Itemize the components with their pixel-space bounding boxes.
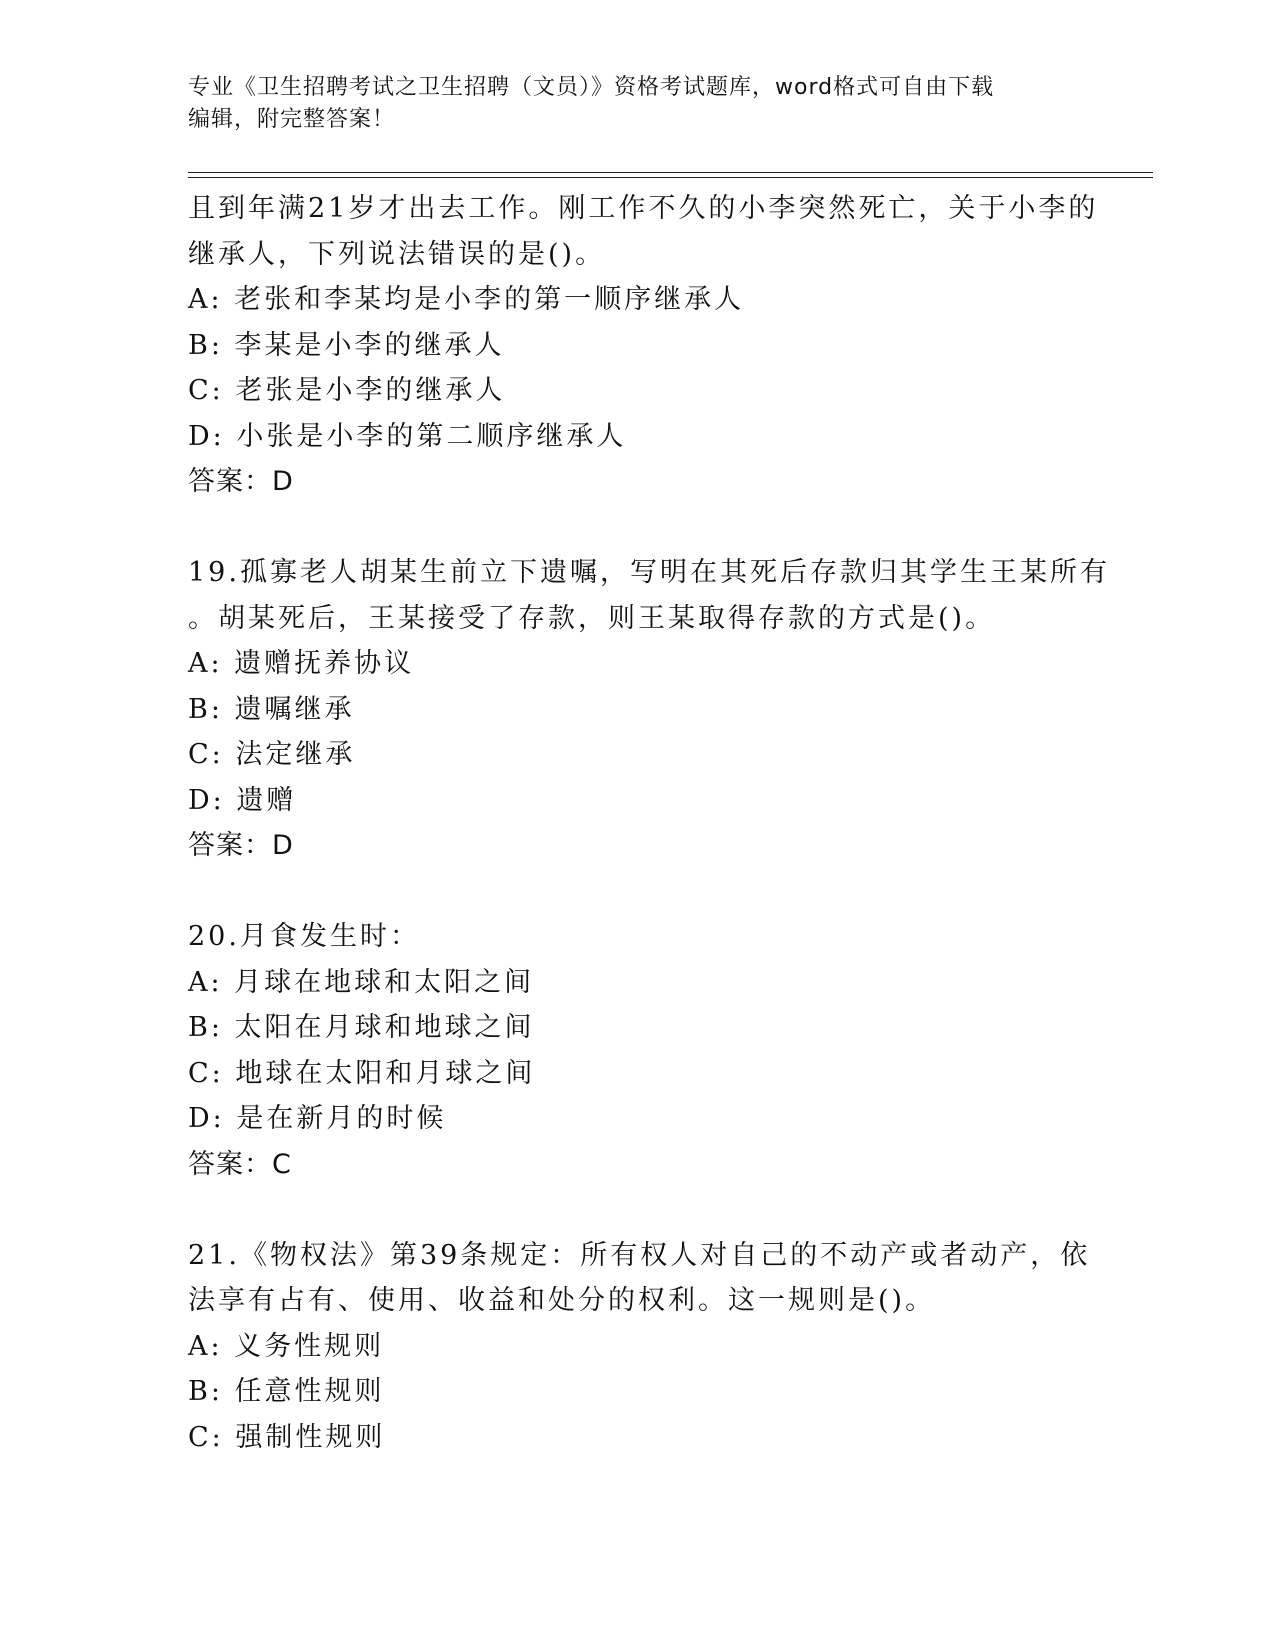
- document-header: [188, 72, 1068, 136]
- header-line-2: 编辑，附完整答案！: [188, 107, 396, 132]
- option-a: A: 遗赠抚养协议: [188, 648, 415, 679]
- option-c: C: 强制性规则: [188, 1421, 386, 1453]
- question-20: [188, 914, 1088, 1187]
- header-line-1: 专业《卫生招聘考试之卫生招聘（文员）》资格考试题库，word格式可自由下载: [188, 75, 995, 100]
- answer-line: 答案：C: [188, 1148, 292, 1180]
- option-c: C: 法定继承: [188, 739, 356, 770]
- option-b: B: 李某是小李的继承人: [188, 329, 505, 361]
- option-a: A: 老张和李某均是小李的第一顺序继承人: [188, 284, 745, 315]
- spacer: [188, 505, 1088, 551]
- spacer: [188, 1187, 1088, 1233]
- option-d: D: 小张是小李的第二顺序继承人: [188, 420, 627, 452]
- spacer: [188, 869, 1088, 915]
- question-stem-line: 继承人，下列说法错误的是()。: [188, 238, 606, 270]
- header-divider-top: [188, 172, 1153, 173]
- answer-line: 答案：D: [188, 830, 294, 861]
- answer-line: 答案：D: [188, 466, 294, 497]
- option-c: C: 老张是小李的继承人: [188, 375, 506, 406]
- question-stem-line: 且到年满21岁才出去工作。刚工作不久的小李突然死亡，关于小李的: [188, 193, 1099, 224]
- question-list: [188, 186, 1110, 1460]
- option-d: D: 是在新月的时候: [188, 1103, 447, 1134]
- question-stem-line: 21.《物权法》第39条规定：所有权人对自己的不动产或者动产，依: [188, 1239, 1091, 1271]
- option-c: C: 地球在太阳和月球之间: [188, 1057, 536, 1089]
- option-b: B: 任意性规则: [188, 1376, 385, 1407]
- question-18: [188, 186, 1099, 505]
- question-21: [188, 1233, 1091, 1461]
- option-a: A: 月球在地球和太阳之间: [188, 966, 535, 998]
- question-stem-line: 法享有占有、使用、收益和处分的权利。这一规则是()。: [188, 1285, 936, 1316]
- option-d: D: 遗赠: [188, 784, 297, 816]
- question-stem-line: 19.孤寡老人胡某生前立下遗嘱，写明在其死后存款归其学生王某所有: [188, 557, 1110, 588]
- question-stem-line: 20.月食发生时：: [188, 921, 420, 952]
- question-19: [188, 550, 1110, 869]
- question-stem-line: 。胡某死后，王某接受了存款，则王某取得存款的方式是()。: [188, 602, 996, 634]
- option-b: B: 遗嘱继承: [188, 693, 355, 725]
- option-a: A: 义务性规则: [188, 1330, 385, 1362]
- option-b: B: 太阳在月球和地球之间: [188, 1012, 535, 1043]
- header-divider-bottom: [188, 177, 1153, 178]
